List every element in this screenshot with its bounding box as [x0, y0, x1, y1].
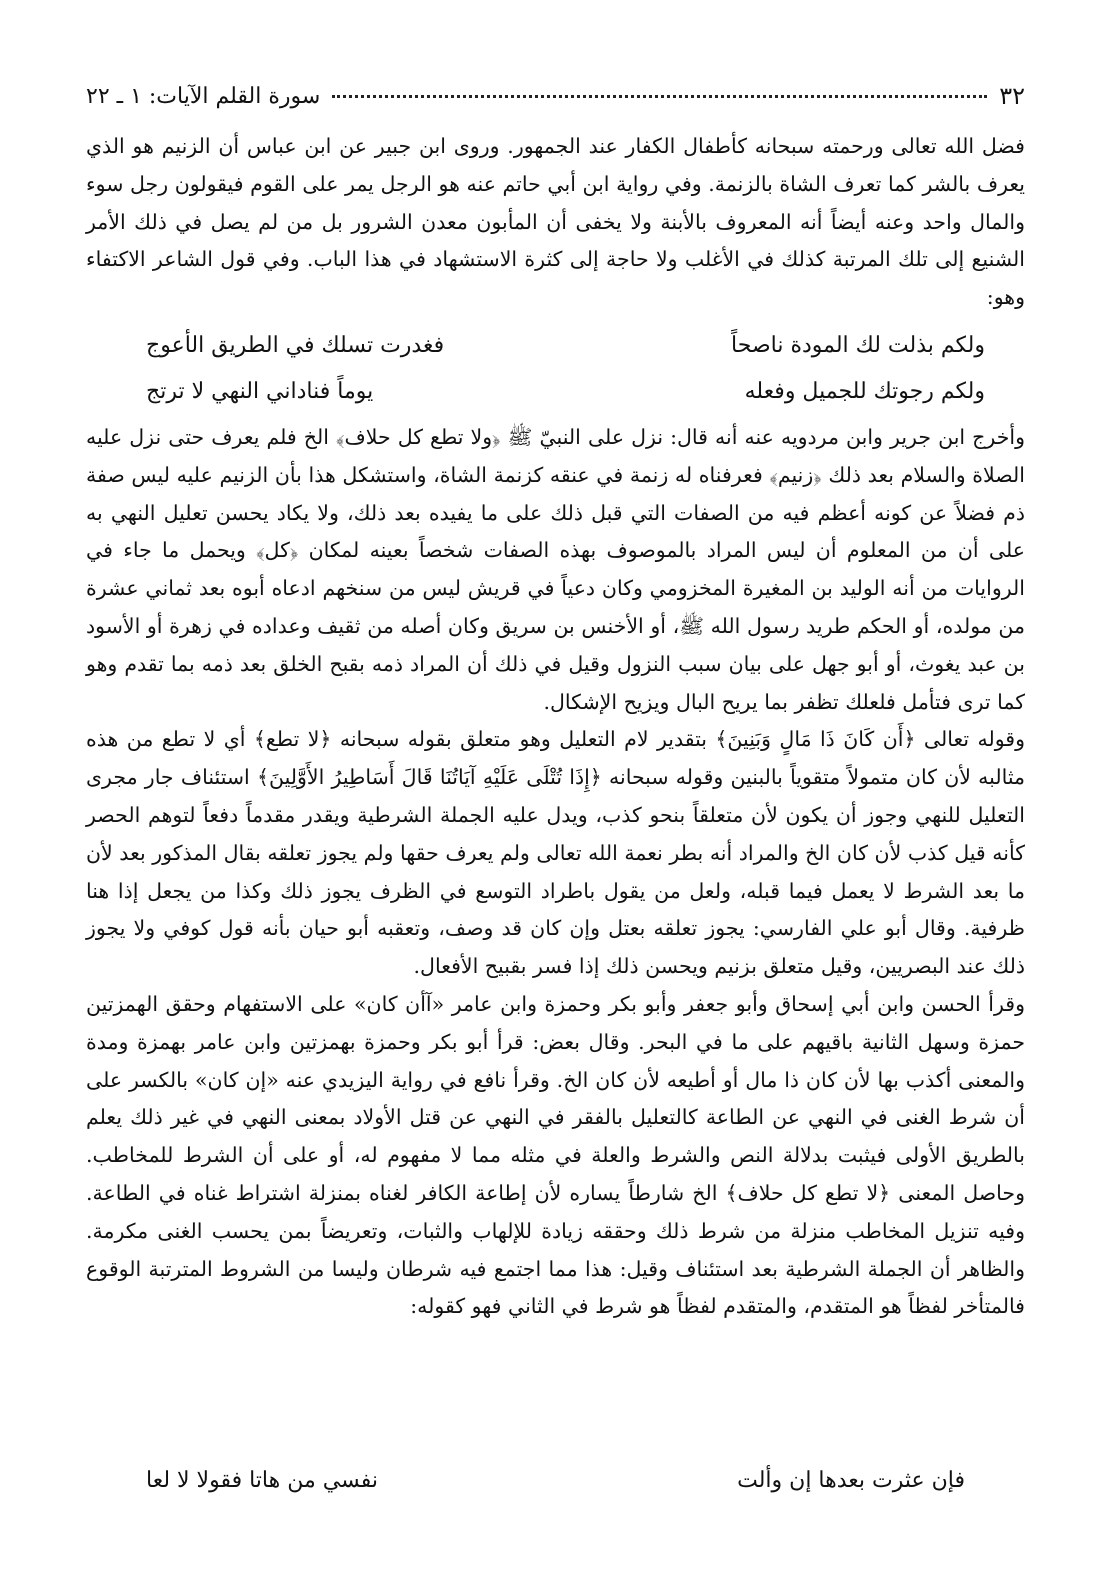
poem-verse — [86, 323, 1025, 369]
paragraph: وقرأ الحسن وابن أبي إسحاق وأبو جعفر وأبو بكر وحمزة وابن عامر «آأن كان» على الاستفهام وحقق الهمزتين حمزة وسهل الثانية باقيهم على ما في البحر. وقال بعض: قرأ أبو بكر وحمزة بهمزتين وابن عامر بهمزة ومدة والمعنى أكذب بها لأن كان ذا مال أو أطيعه لأن كان الخ. وقرأ نافع في رواية اليزيدي عنه «إن كان» بالكسر على أن شرط الغنى في النهي عن الطاعة كالتعليل بالفقر في النهي عن قتل الأولاد بمعنى النهي في غير ذلك يعلم بالطريق الأولى فيثبت بدلالة النص والشرط والعلة في مثله مما لا مفهوم له، أو على أن الشرط للمخاطب. وحاصل المعنى ﴿لا تطع كل حلاف﴾ الخ شارطاً يساره لأن إطاعة الكافر لغناه بمنزلة اشتراط غناه في الطاعة. وفيه تنزيل المخاطب منزلة من شرط ذلك وحققه زيادة للإلهاب والثبات، وتعريضاً بمن يحسب الغنى مكرمة. والظاهر أن الجملة الشرطية بعد استئناف وقيل: هذا مما اجتمع فيه شرطان وليسا من الشروط المترتبة الوقوع فالمتأخر لفظاً هو المتقدم، والمتقدم لفظاً هو شرط في الثاني فهو كقوله: — [86, 991, 1025, 1319]
poem-block — [86, 323, 1025, 415]
surah-title: سورة القلم الآيات: ١ ـ ٢٢ — [86, 83, 321, 109]
poem-first-hemistich: فإن عثرت بعدها إن وألت — [737, 1468, 965, 1493]
dotted-leader — [332, 95, 987, 98]
poem-verse — [86, 369, 1025, 415]
page-body — [86, 128, 1025, 1326]
poem-second-hemistich: نفسي من هاتا فقولا لا لعا — [146, 1468, 378, 1493]
running-header — [86, 76, 1025, 116]
poem-second-hemistich: يوماً فناداني النهي لا ترتج — [146, 378, 374, 404]
poem-first-hemistich: ولكم رجوتك للجميل وفعله — [744, 378, 985, 404]
poem-second-hemistich: فغدرت تسلك في الطريق الأعوج — [146, 332, 445, 358]
paragraph: وقوله تعالى ﴿أَن كَانَ ذَا مَالٍ وَبَنِينَ﴾ بتقدير لام التعليل وهو متعلق بقوله سبحانه ﴿لا تطع﴾ أي لا تطع من هذه مثالبه لأن كان متمولاً متقوياً بالبنين وقوله سبحانه ﴿إِذَا تُتْلَى عَلَيْهِ آيَاتُنَا قَالَ أَسَاطِيرُ الأَوَّلِينَ﴾ استئناف جار مجرى التعليل للنهي وجوز أن يكون لأن متعلقاً بنحو كذب، ويدل عليه الجملة الشرطية ويقدر مقدماً دفعاً لتوهم الحصر كأنه قيل كذب لأن كان الخ والمراد أنه بطر نعمة الله تعالى ولم يعرف حقها ولم يجوز تعلقه بقال المذكور بعد لأن ما بعد الشرط لا يعمل فيما قبله، ولعل من يقول باطراد التوسع في الظرف يجوز ذلك وكذا من يجعل إذا هنا ظرفية. وقال أبو علي الفارسي: يجوز تعلقه بعتل وإن كان قد وصف، وتعقبه أبو حيان بأنه قول كوفي ولا يجوز ذلك عند البصريين، وقيل متعلق بزنيم ويحسن ذلك إذا فسر بقبيح الأفعال. — [86, 727, 1025, 979]
poem-first-hemistich: ولكم بذلت لك المودة ناصحاً — [731, 332, 985, 358]
poem-verse-final — [146, 1458, 965, 1504]
page-number: ٣٢ — [999, 82, 1025, 110]
paragraph: فضل الله تعالى ورحمته سبحانه كأطفال الكفار عند الجمهور. وروى ابن جبير عن ابن عباس أن الزنيم هو الذي يعرف بالشر كما تعرف الشاة بالزنمة. وفي رواية ابن أبي حاتم عنه هو الرجل يمر على القوم فيقولون رجل سوء والمال واحد وعنه أيضاً أنه المعروف بالأبنة ولا يخفى أن المأبون معدن الشرور بل من لم يصل في ذلك الأمر الشنيع إلى تلك المرتبة كذلك في الأغلب ولا حاجة إلى كثرة الاستشهاد في هذا الباب. وفي قول الشاعر الاكتفاء وهو: — [86, 134, 1025, 310]
paragraph: وأخرج ابن جرير وابن مردويه عنه أنه قال: نزل على النبيّ ﷺ ﴿ولا تطع كل حلاف﴾ الخ فلم يعرف حتى نزل عليه الصلاة والسلام بعد ذلك ﴿زنيم﴾ فعرفناه له زنمة في عنقه كزنمة الشاة، واستشكل هذا بأن الزنيم عليه ليس صفة ذم فضلاً عن كونه أعظم فيه من الصفات التي قبل ذلك على ما يفيده بعد ذلك، ولا يكاد يحسن تعليل النهي به على أن من المعلوم أن ليس المراد بالموصوف بهذه الصفات شخصاً بعينه لمكان ﴿كل﴾ ويحمل ما جاء في الروايات من أنه الوليد بن المغيرة المخزومي وكان دعياً في قريش ليس من سنخهم ادعاه أبوه بعد ثماني عشرة من مولده، أو الحكم طريد رسول الله ﷺ، أو الأخنس بن سريق وكان أصله من ثقيف وعداده في زهرة أو الأسود بن عبد يغوث، أو أبو جهل على بيان سبب النزول وقيل في ذلك أن المراد ذمه بقبح الخلق بعد ذمه بما تقدم وهو كما ترى فتأمل فلعلك تظفر بما يريح البال ويزيح الإشكال. — [86, 424, 1025, 714]
